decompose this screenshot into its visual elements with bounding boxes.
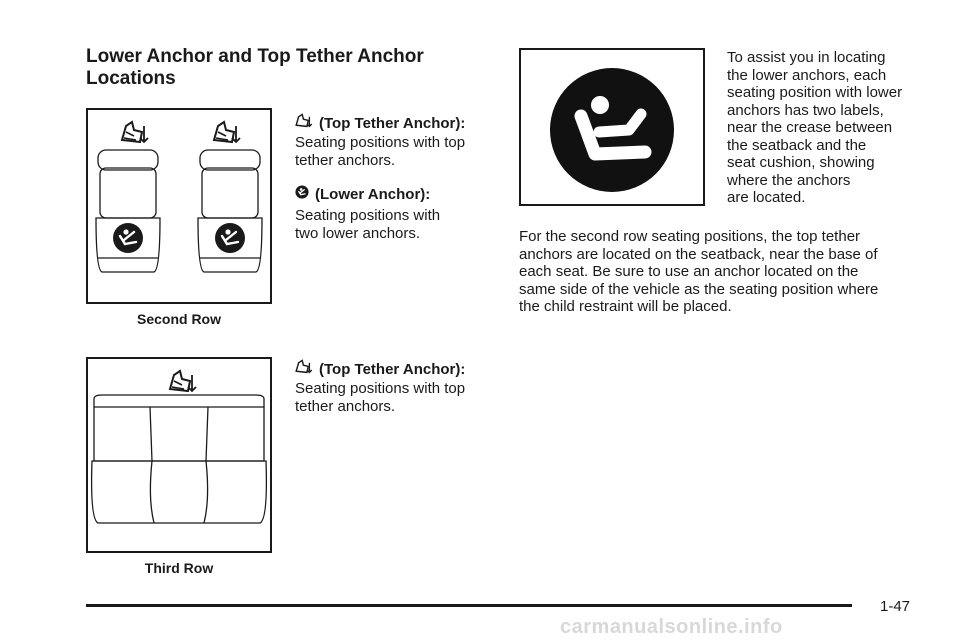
text-line: Seating positions with top (295, 134, 466, 151)
tether-label: (Top Tether Anchor): (319, 114, 466, 132)
page-number: 1-47 (880, 598, 911, 615)
text-line: the lower anchors, each (727, 66, 887, 84)
left-seat (96, 150, 160, 272)
text-line: where the anchors (727, 171, 851, 189)
text-line: seating position with lower (727, 84, 903, 101)
text-line: For the second row seating positions, the top tether (519, 228, 861, 245)
bench-seat (92, 395, 267, 523)
lower-label: (Lower Anchor): (315, 185, 431, 203)
text-line: are located. (727, 189, 806, 206)
text-line: near the crease between (727, 119, 893, 136)
text-line: To assist you in locating (727, 49, 886, 66)
assist-paragraph (727, 49, 947, 207)
lower-anchor-icon (215, 223, 245, 253)
second-row-paragraph (519, 228, 939, 316)
tether-anchor-icon (295, 112, 313, 135)
text-line: each seat. Be sure to use an anchor located on the (519, 263, 859, 280)
title-line-1: Lower Anchor and Top Tether Anchor (86, 46, 424, 67)
right-seat (198, 150, 262, 272)
text-line: the seatback and the (727, 136, 867, 154)
lower-anchor-icon (295, 185, 309, 204)
text-line: seat cushion, showing (727, 154, 875, 171)
lower-anchor-icon (113, 223, 143, 253)
third-row-tether-text (295, 380, 465, 415)
title-line-2: Locations (86, 68, 176, 89)
tether-anchor-icon (214, 122, 240, 142)
second-row-figure (86, 108, 272, 304)
tether-anchor-icon (295, 358, 313, 381)
second-row-tether-text (295, 134, 465, 169)
text-line: anchors has two labels, (727, 101, 884, 119)
third-row-figure (86, 357, 272, 553)
text-line: tether anchors. (295, 151, 396, 169)
text-line: Seating positions with top (295, 380, 466, 397)
second-row-lower-heading (295, 185, 430, 204)
watermark: carmanualsonline.info (560, 616, 783, 638)
text-line: two lower anchors. (295, 224, 421, 242)
second-row-lower-text (295, 207, 440, 242)
text-line: anchors are located on the seatback, near the base of (519, 245, 878, 263)
child-seat-label-figure (519, 48, 705, 206)
tether-label: (Top Tether Anchor): (319, 360, 466, 378)
tether-anchor-icon (170, 371, 196, 391)
text-line: tether anchors. (295, 397, 396, 415)
third-row-seat-diagram (88, 359, 270, 551)
text-line: Seating positions with (295, 207, 441, 224)
third-row-tether-heading (295, 358, 465, 381)
page-title (86, 46, 486, 90)
child-seat-icon (521, 50, 703, 204)
second-row-seat-diagram (88, 110, 270, 302)
third-row-caption: Third Row (144, 560, 214, 576)
second-row-tether-heading (295, 112, 465, 135)
text-line: same side of the vehicle as the seating position where (519, 280, 879, 298)
footer-rule (86, 604, 852, 607)
text-line: the child restraint will be placed. (519, 298, 732, 315)
tether-anchor-icon (122, 122, 148, 142)
second-row-caption: Second Row (136, 311, 221, 327)
